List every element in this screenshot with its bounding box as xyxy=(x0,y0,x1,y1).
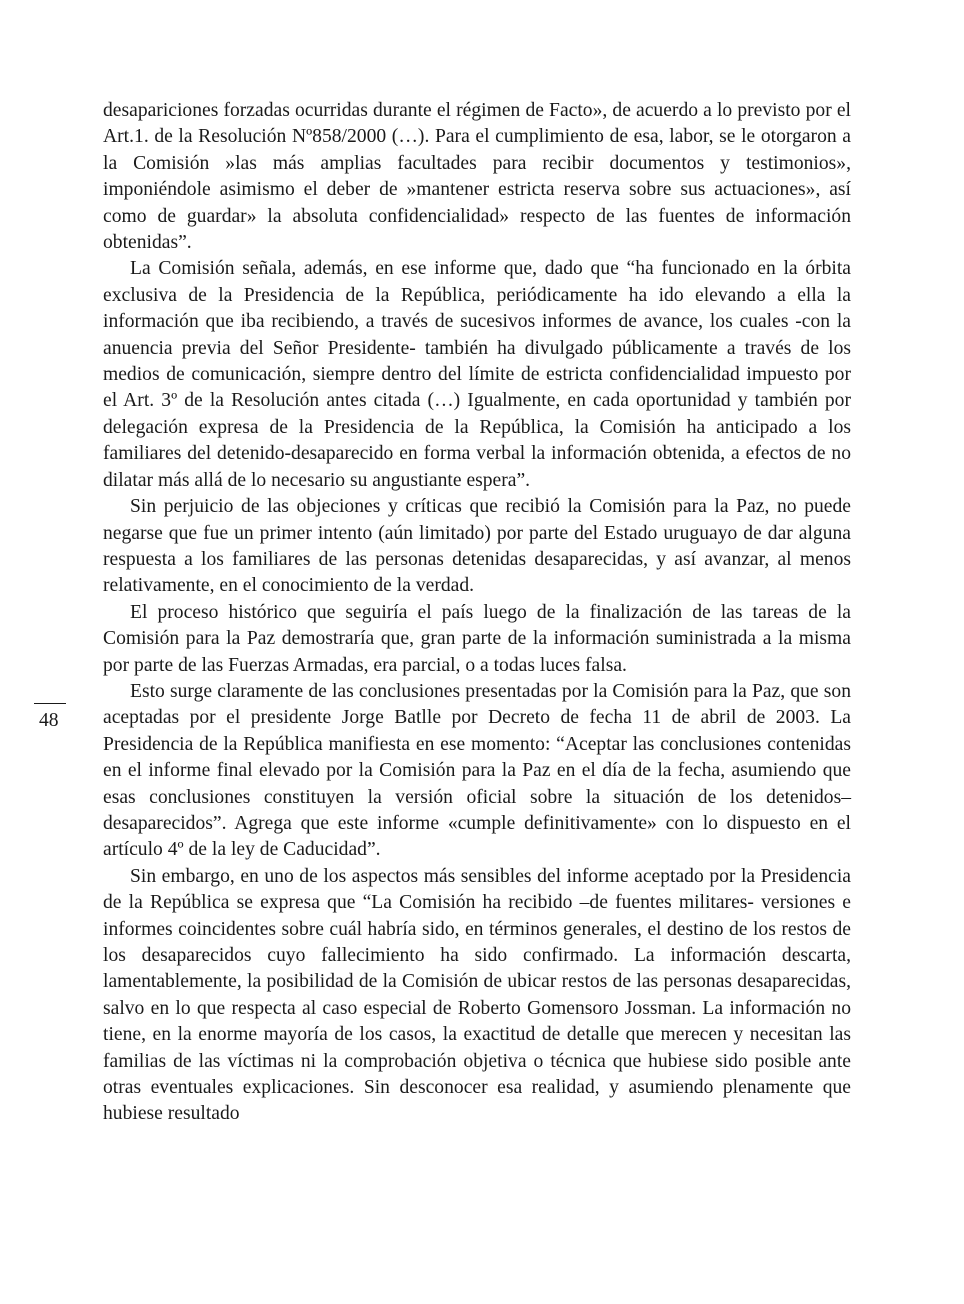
body-text xyxy=(103,98,851,1128)
paragraph: La Comisión señala, además, en ese informe que, dado que “ha funcionado en la órbita exclusiva de la Presidencia de la República, periódicamente ha ido elevando a ella la información que iba recibiendo, a través de sucesivos informes de avance, los cuales -con la anuencia previa del Señor Presidente- también ha divulgado públicamente a través de los medios de comunicación, siempre dentro del límite de estricta confidencialidad impuesto por el Art. 3º de la Resolución antes citada (…) Igualmente, en cada oportunidad y también por delegación expresa de la Presidencia de la República, la Comisión ha anticipado a los familiares del detenido-desaparecido en forma verbal la información obtenida, a efectos de no dilatar más allá de lo necesario su angustiante espera”. xyxy=(103,258,851,491)
paragraph: Sin embargo, en uno de los aspectos más sensibles del informe aceptado por la Presidencia de la República se expresa que “La Comisión ha recibido –de fuentes militares- versiones e informes coincidentes sobre cuál habría sido, en términos generales, el destino de los restos de los desaparecidos cuyo fallecimiento ha sido confirmado. La información descarta, lamentablemente, la posibilidad de la Comisión de ubicar restos de las personas desaparecidas, salvo en lo que respecta al caso especial de Roberto Gomensoro Jossman. La información no tiene, en la enorme mayoría de los casos, la exactitud de detalle que merecen y necesitan las familias de las víctimas ni la comprobación objetiva o técnica que hubiese sido posible ante otras eventuales explicaciones. Sin desconocer esa realidad, y asumiendo plenamente que hubiese resultado xyxy=(103,865,851,1125)
paragraph-continued: desapariciones forzadas ocurridas durante el régimen de Facto», de acuerdo a lo previsto por el Art.1. de la Resolución Nº858/2000 (…). Para el cumplimiento de esa, labor, se le otorgaron a la Comisión »las más amplias facultades para recibir documentos y testimonios», imponiéndole asimismo el deber de »mantener estricta reserva sobre sus actuaciones», así como de guardar» la absoluta confidencialidad» respecto de las fuentes de información obtenidas”. xyxy=(103,100,851,254)
paragraph: El proceso histórico que seguiría el país luego de la finalización de las tareas de la Comisión para la Paz demostraría que, gran parte de la información suministrada a la misma por parte de las Fuerzas Armadas, era parcial, o a todas luces falsa. xyxy=(103,601,851,676)
page-number-rule xyxy=(34,703,66,704)
page-number: 48 xyxy=(39,710,59,731)
paragraph: Sin perjuicio de las objeciones y críticas que recibió la Comisión para la Paz, no puede negarse que fue un primer intento (aún limitado) por parte del Estado uruguayo de dar alguna respuesta a los familiares de las personas detenidas desaparecidas, y así avanzar, al menos relativamente, en el conocimiento de la verdad. xyxy=(103,496,851,597)
paragraph: Esto surge claramente de las conclusiones presentadas por la Comisión para la Paz, que son aceptadas por el presidente Jorge Batlle por Decreto de fecha 11 de abril de 2003. La Presidencia de la República manifiesta en ese momento: “Aceptar las conclusiones contenidas en el informe final elevado por la Comisión para la Paz en el día de la fecha, asumiendo que esas conclusiones constituyen la versión oficial sobre la situación de los detenidos–desaparecidos”. Agrega que este informe «cumple definitivamente» con lo dispuesto en el artículo 4º de la ley de Caducidad”. xyxy=(103,680,851,861)
